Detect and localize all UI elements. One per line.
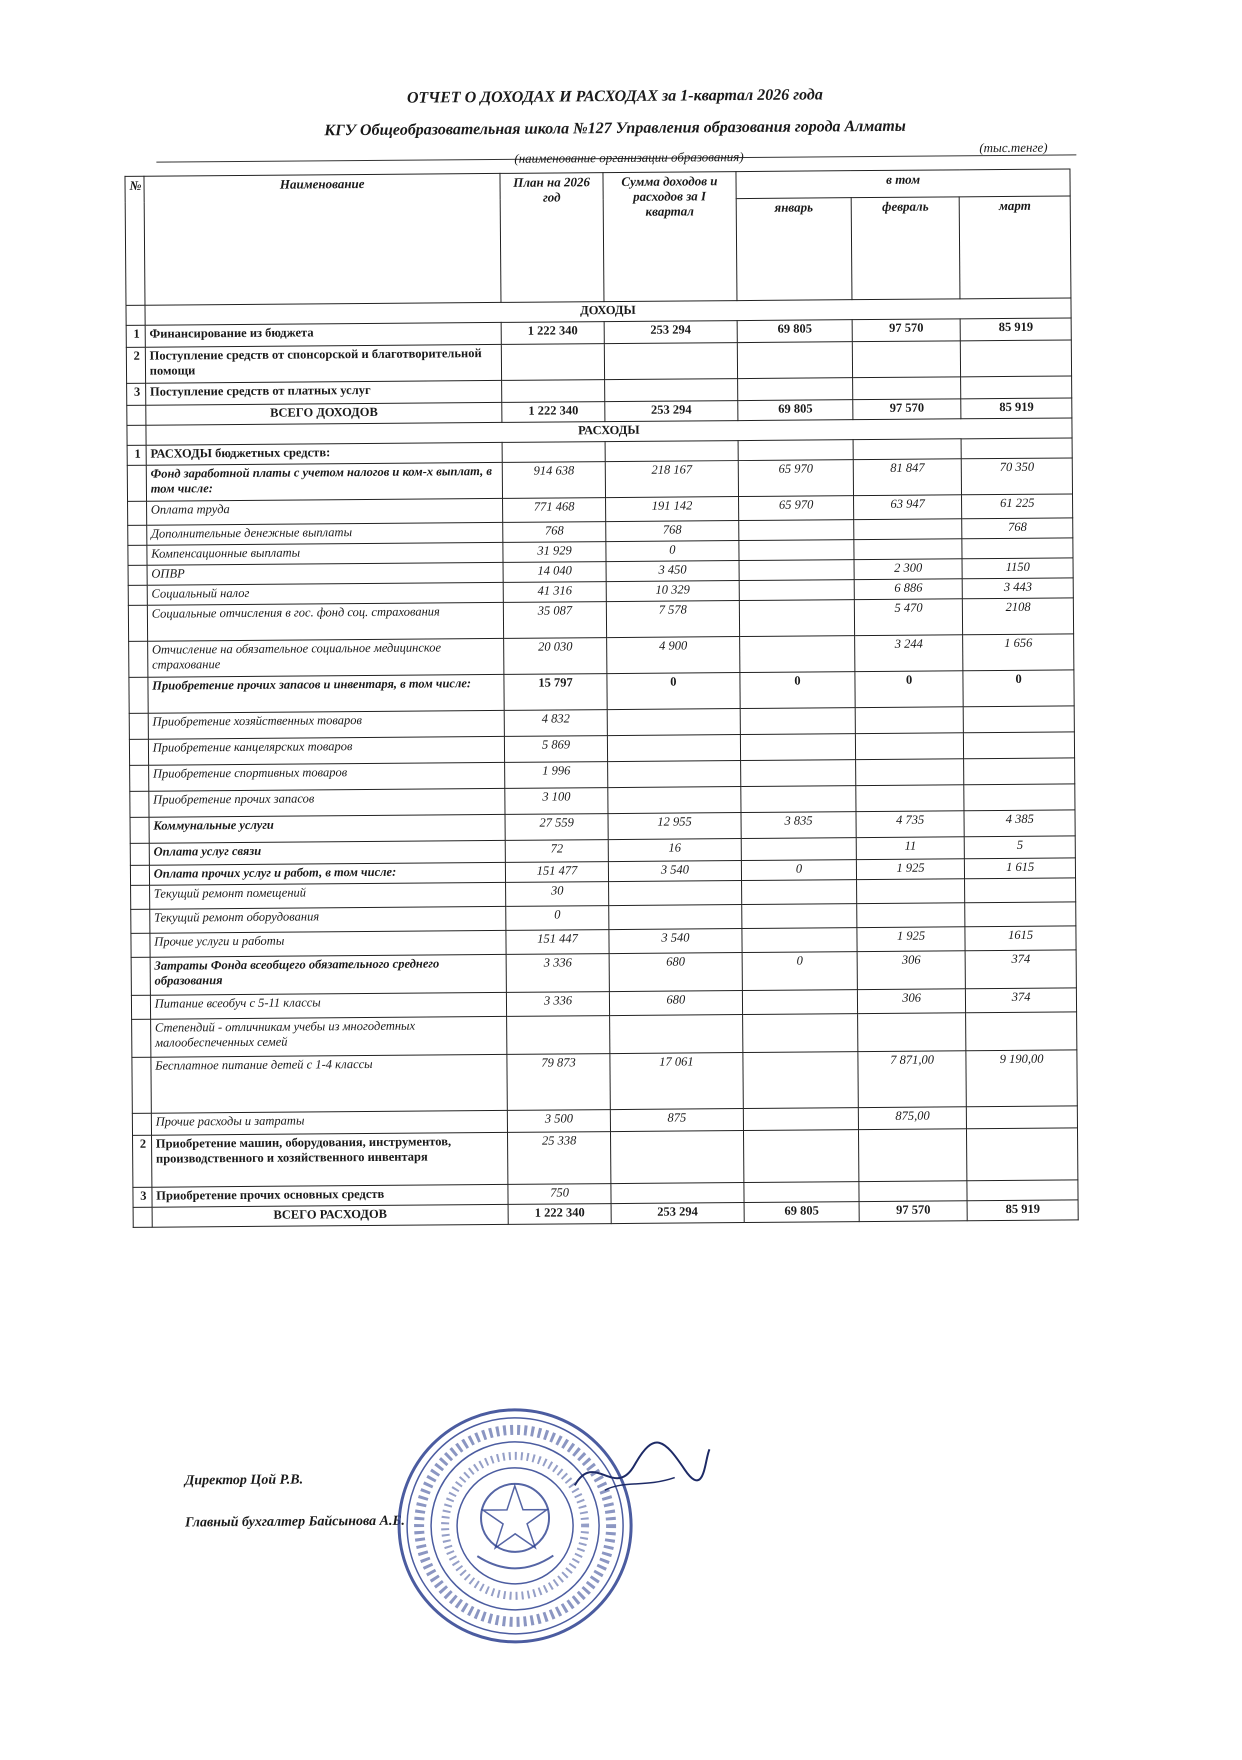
row-jan xyxy=(742,928,857,953)
row-jan xyxy=(739,560,854,581)
row-feb xyxy=(855,733,964,760)
row-mar: 61 225 xyxy=(962,494,1073,519)
row-mar: 374 xyxy=(966,988,1077,1013)
total-jan: 69 805 xyxy=(738,400,853,421)
units-label: (тыс.тенге) xyxy=(979,139,1048,156)
row-number: 3 xyxy=(133,1187,152,1207)
row-mar: 5 xyxy=(965,836,1076,859)
row-mar xyxy=(964,758,1075,785)
row-plan: 31 929 xyxy=(503,542,605,563)
row-jan xyxy=(740,708,855,735)
row-name: Коммунальные услуги xyxy=(149,814,506,843)
row-number xyxy=(128,545,147,565)
row-plan: 3 500 xyxy=(508,1110,610,1133)
row-name: Дополнительные денежные выплаты xyxy=(146,522,503,545)
row-number xyxy=(128,585,147,605)
row-sum: 3 540 xyxy=(608,861,742,882)
row-jan: 65 970 xyxy=(739,496,854,521)
total-num xyxy=(133,1207,152,1227)
row-jan xyxy=(741,760,856,787)
row-name: Прочие расходы и затраты xyxy=(151,1110,508,1135)
row-name: Текущий ремонт помещений xyxy=(149,882,506,909)
row-plan xyxy=(507,1016,609,1055)
row-number xyxy=(131,885,150,909)
row-plan xyxy=(502,380,604,403)
row-mar: 1 656 xyxy=(963,634,1074,671)
row-plan: 914 638 xyxy=(503,462,605,499)
row-feb xyxy=(852,377,961,400)
row-jan xyxy=(743,990,858,1015)
row-name: Компенсационные выплаты xyxy=(147,542,504,565)
row-mar: 1150 xyxy=(962,558,1073,579)
row-mar xyxy=(961,340,1072,377)
row-plan: 4 832 xyxy=(505,710,607,737)
row-sum xyxy=(607,761,741,788)
total-jan: 69 805 xyxy=(744,1202,859,1223)
row-name: Затраты Фонда всеобщего обязательного среднего образования xyxy=(150,954,507,995)
row-name: Поступление средств от платных услуг xyxy=(145,380,502,405)
row-mar: 2108 xyxy=(963,598,1074,635)
row-number: 2 xyxy=(133,1135,152,1187)
row-sum xyxy=(608,881,742,906)
row-sum: 17 061 xyxy=(610,1053,744,1110)
row-number xyxy=(132,1113,151,1135)
row-jan xyxy=(744,1130,859,1183)
col-num-header: № xyxy=(125,176,145,305)
row-feb xyxy=(858,1129,967,1182)
row-number xyxy=(132,1019,151,1057)
organization-caption: (наименование организации образования) xyxy=(514,149,744,166)
row-mar xyxy=(967,1180,1078,1201)
row-mar xyxy=(961,438,1072,459)
row-plan: 41 316 xyxy=(504,582,606,603)
row-plan: 20 030 xyxy=(504,638,606,675)
row-jan: 69 805 xyxy=(737,320,852,343)
row-plan: 30 xyxy=(506,882,608,907)
row-jan: 0 xyxy=(740,672,855,709)
row-mar: 3 443 xyxy=(963,578,1074,599)
row-plan: 25 338 xyxy=(508,1132,611,1185)
row-number xyxy=(130,817,149,843)
row-name: Приобретение прочих запасов и инвентаря, в том числе: xyxy=(148,674,505,713)
row-number xyxy=(129,677,148,713)
col-including-header: в том xyxy=(736,169,1070,198)
row-name: Отчисление на обязательное социальное медицинское страхование xyxy=(147,638,504,677)
row-jan xyxy=(743,1108,858,1131)
total-num xyxy=(127,405,146,425)
row-feb xyxy=(852,341,961,378)
row-number xyxy=(127,465,146,501)
row-plan: 14 040 xyxy=(503,562,605,583)
row-name: Приобретение хозяйственных товаров xyxy=(148,710,505,739)
row-sum xyxy=(607,787,741,814)
row-plan: 5 869 xyxy=(505,736,607,763)
row-mar xyxy=(966,1012,1077,1051)
row-feb xyxy=(855,759,964,786)
row-mar xyxy=(961,376,1072,399)
row-name: ОПВР xyxy=(147,562,504,585)
row-jan xyxy=(742,880,857,905)
row-mar: 1615 xyxy=(965,926,1076,951)
row-sum xyxy=(607,735,741,762)
row-name: Степендий - отличникам учебы из многодетных малообеспеченных семей xyxy=(150,1016,507,1057)
row-mar: 4 385 xyxy=(964,810,1075,837)
row-plan: 771 468 xyxy=(503,498,605,523)
row-mar: 70 350 xyxy=(962,458,1073,495)
row-feb: 875,00 xyxy=(858,1107,967,1130)
col-mar-header: март xyxy=(960,196,1071,299)
row-jan xyxy=(740,636,855,673)
row-feb: 63 947 xyxy=(853,495,962,520)
row-jan xyxy=(743,1014,858,1053)
total-feb: 97 570 xyxy=(859,1201,968,1222)
report-title: ОТЧЕТ О ДОХОДАХ И РАСХОДАХ за 1-квартал 2026 года xyxy=(406,86,823,107)
row-feb xyxy=(856,785,965,812)
row-name: Поступление средств от спонсорской и благотворительной помощи xyxy=(145,344,502,383)
row-sum: 768 xyxy=(605,521,739,542)
total-label: ВСЕГО ДОХОДОВ xyxy=(146,402,503,425)
row-jan xyxy=(737,342,852,379)
row-plan: 151 477 xyxy=(506,862,608,883)
row-plan: 72 xyxy=(506,840,608,863)
row-feb: 6 886 xyxy=(854,579,963,600)
row-feb xyxy=(859,1181,968,1202)
row-jan xyxy=(741,734,856,761)
row-sum: 680 xyxy=(609,991,743,1016)
row-name: Оплата прочих услуг и работ, в том числе: xyxy=(149,862,506,885)
row-mar xyxy=(964,784,1075,811)
row-jan xyxy=(743,1052,858,1109)
row-number xyxy=(128,605,147,641)
row-number: 2 xyxy=(126,347,145,383)
expenses-row xyxy=(132,1050,1077,1113)
row-plan: 3 336 xyxy=(507,954,609,993)
row-number xyxy=(131,995,150,1019)
row-number xyxy=(131,933,150,957)
row-mar: 374 xyxy=(965,950,1076,989)
col-plan-header: План на 2026 год xyxy=(500,173,603,303)
col-name-header: Наименование xyxy=(144,173,502,305)
row-mar xyxy=(964,732,1075,759)
row-feb: 3 244 xyxy=(854,635,963,672)
row-sum xyxy=(605,441,739,462)
row-number xyxy=(129,739,148,765)
row-name: Приобретение прочих запасов xyxy=(149,788,506,817)
row-name: Приобретение машин, оборудования, инструментов, производственного и хозяйственного инвентаря xyxy=(151,1132,508,1187)
director-signature-label: Директор Цой Р.В. xyxy=(184,1472,304,1489)
row-mar xyxy=(964,706,1075,733)
row-plan: 151 447 xyxy=(506,930,608,955)
accountant-signature-label: Главный бухгалтер Байсынова А.Б. xyxy=(184,1513,405,1531)
row-mar: 1 615 xyxy=(965,858,1076,879)
expense-section-title: РАСХОДЫ xyxy=(146,418,1072,445)
row-number xyxy=(131,909,150,933)
row-feb: 97 570 xyxy=(852,319,961,342)
row-mar xyxy=(967,1106,1078,1129)
row-plan: 79 873 xyxy=(507,1054,610,1111)
row-plan: 1 222 340 xyxy=(502,322,604,345)
row-feb: 1 925 xyxy=(857,927,966,952)
row-sum: 10 329 xyxy=(606,581,740,602)
row-jan xyxy=(739,520,854,541)
expense-section-spacer xyxy=(127,425,146,445)
row-mar xyxy=(967,1128,1078,1181)
row-jan xyxy=(741,786,856,813)
row-mar: 0 xyxy=(963,670,1074,707)
row-plan: 35 087 xyxy=(504,602,606,639)
row-sum xyxy=(611,1183,745,1204)
row-jan xyxy=(744,1182,859,1203)
row-mar: 768 xyxy=(962,518,1073,539)
income-section-spacer xyxy=(126,305,145,325)
row-plan: 0 xyxy=(506,906,608,931)
row-number xyxy=(128,565,147,585)
row-number: 1 xyxy=(126,325,145,347)
row-sum: 16 xyxy=(608,839,742,862)
row-feb xyxy=(857,903,966,928)
row-sum: 0 xyxy=(606,541,740,562)
col-feb-header: февраль xyxy=(851,196,960,299)
row-name: Фонд заработной платы с учетом налогов и ком-х выплат, в том числе: xyxy=(146,462,503,501)
row-plan xyxy=(502,344,604,381)
expense-section xyxy=(127,418,1078,1227)
total-mar: 85 919 xyxy=(967,1200,1078,1221)
row-jan: 3 835 xyxy=(741,812,856,839)
total-sum: 253 294 xyxy=(604,401,738,422)
row-sum: 3 450 xyxy=(606,561,740,582)
row-feb xyxy=(854,539,963,560)
row-number xyxy=(128,525,147,545)
row-sum: 875 xyxy=(610,1109,744,1132)
row-name: Текущий ремонт оборудования xyxy=(150,906,507,933)
row-sum xyxy=(610,1131,744,1184)
row-plan: 1 996 xyxy=(505,762,607,789)
organization-name: КГУ Общеобразовательная школа №127 Управления образования города Алматы xyxy=(324,117,906,140)
row-sum xyxy=(607,709,741,736)
row-number xyxy=(129,713,148,739)
row-sum xyxy=(608,905,742,930)
row-feb xyxy=(857,1013,966,1052)
row-feb: 306 xyxy=(857,951,966,990)
row-number xyxy=(129,641,148,677)
row-number xyxy=(131,957,150,995)
row-feb: 4 735 xyxy=(856,811,965,838)
row-jan xyxy=(739,540,854,561)
row-sum: 253 294 xyxy=(604,321,738,344)
row-mar xyxy=(965,902,1076,927)
row-number xyxy=(128,501,147,525)
row-name: Социальные отчисления в гос. фонд соц. страхования xyxy=(147,602,504,641)
row-feb xyxy=(856,879,965,904)
row-mar xyxy=(962,538,1073,559)
row-sum: 4 900 xyxy=(606,637,740,674)
row-feb: 0 xyxy=(855,671,964,708)
row-sum: 3 540 xyxy=(609,929,743,954)
row-jan xyxy=(742,904,857,929)
row-sum: 12 955 xyxy=(608,813,742,840)
row-feb xyxy=(853,439,962,460)
total-mar: 85 919 xyxy=(961,398,1072,419)
row-jan xyxy=(740,600,855,637)
row-jan: 0 xyxy=(742,860,857,881)
row-number xyxy=(130,791,149,817)
row-sum: 218 167 xyxy=(605,461,739,498)
row-name: РАСХОДЫ бюджетных средств: xyxy=(146,442,503,465)
row-feb: 306 xyxy=(857,989,966,1014)
row-jan xyxy=(739,580,854,601)
row-name: Оплата услуг связи xyxy=(149,840,506,865)
row-sum xyxy=(604,343,738,380)
row-sum xyxy=(604,379,738,402)
row-name: Бесплатное питание детей с 1-4 классы xyxy=(151,1054,508,1113)
col-jan-header: январь xyxy=(736,197,852,300)
row-feb: 2 300 xyxy=(854,559,963,580)
row-plan: 3 336 xyxy=(507,992,609,1017)
total-label: ВСЕГО РАСХОДОВ xyxy=(152,1204,509,1227)
row-sum xyxy=(609,1015,743,1054)
income-section xyxy=(126,298,1072,425)
row-plan: 3 100 xyxy=(505,788,607,815)
row-name: Финансирование из бюджета xyxy=(145,322,502,347)
row-number xyxy=(130,865,149,885)
row-number xyxy=(130,843,149,865)
row-jan: 0 xyxy=(742,952,857,991)
income-section-title: ДОХОДЫ xyxy=(145,298,1071,325)
report-table xyxy=(124,168,1078,1227)
row-feb: 1 925 xyxy=(856,859,965,880)
row-feb: 81 847 xyxy=(853,459,962,496)
row-feb: 7 871,00 xyxy=(858,1051,967,1108)
row-sum: 680 xyxy=(609,953,743,992)
row-jan xyxy=(738,440,853,461)
row-mar xyxy=(965,878,1076,903)
row-jan xyxy=(738,378,853,401)
row-name: Питание всеобуч с 5-11 классы xyxy=(150,992,507,1019)
col-sum-header: Сумма доходов и расходов за I квартал xyxy=(603,172,738,302)
row-number xyxy=(132,1057,151,1113)
row-name: Приобретение канцелярских товаров xyxy=(148,736,505,765)
total-plan: 1 222 340 xyxy=(502,402,604,423)
total-feb: 97 570 xyxy=(853,399,962,420)
row-number: 1 xyxy=(127,445,146,465)
row-name: Приобретение спортивных товаров xyxy=(148,762,505,791)
handwritten-signature xyxy=(564,1429,715,1510)
row-name: Оплата труда xyxy=(146,498,503,525)
row-feb xyxy=(855,707,964,734)
row-number xyxy=(130,765,149,791)
row-feb: 11 xyxy=(856,837,965,860)
row-feb: 5 470 xyxy=(854,599,963,636)
row-sum: 191 142 xyxy=(605,497,739,522)
total-sum: 253 294 xyxy=(611,1203,745,1224)
row-name: Прочие услуги и работы xyxy=(150,930,507,957)
row-plan: 15 797 xyxy=(504,674,606,711)
row-name: Приобретение прочих основных средств xyxy=(152,1184,509,1207)
row-mar: 85 919 xyxy=(960,318,1071,341)
total-plan: 1 222 340 xyxy=(509,1204,611,1225)
row-name: Социальный налог xyxy=(147,582,504,605)
expenses-row xyxy=(133,1128,1078,1187)
row-sum: 7 578 xyxy=(606,601,740,638)
row-feb xyxy=(854,519,963,540)
row-plan: 27 559 xyxy=(505,814,607,841)
row-plan xyxy=(503,442,605,463)
row-sum: 0 xyxy=(607,673,741,710)
row-plan: 750 xyxy=(508,1184,610,1205)
row-number: 3 xyxy=(127,383,146,405)
row-plan: 768 xyxy=(503,522,605,543)
row-jan: 65 970 xyxy=(738,460,853,497)
row-jan xyxy=(741,838,856,861)
row-mar: 9 190,00 xyxy=(966,1050,1077,1107)
